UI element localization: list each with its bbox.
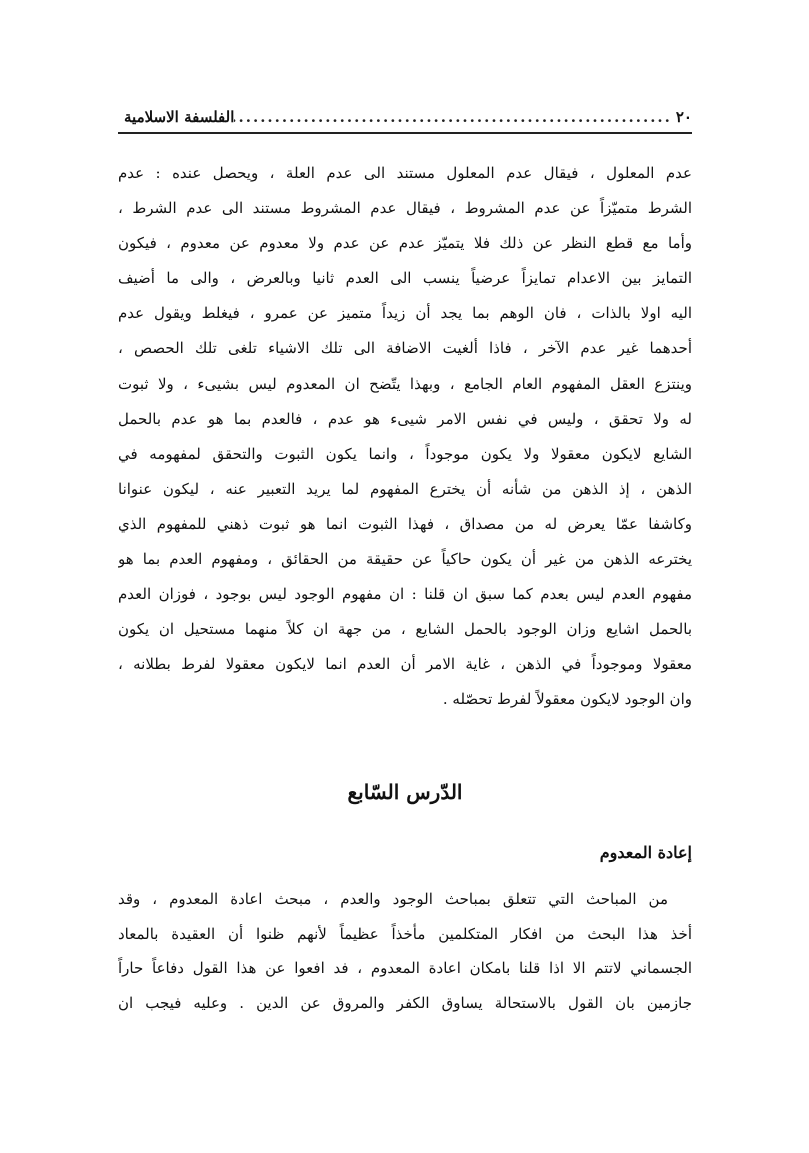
lesson-heading: الدّرس السّابع bbox=[347, 780, 463, 804]
text-line: الجسماني لاتتم الا اذا قلنا بامكان اعادة المعدوم ، فد افعوا عن هذا القول دفاعاً حاراً bbox=[118, 959, 692, 977]
text-line: الذهن ، إذ الذهن من شأنه أن يخترع المفهوم لما يريد التعبير عنه ، ليكون عنوانا bbox=[118, 479, 692, 498]
text-line: وأما مع قطع النظر عن ذلك فلا يتميّز عدم عن عدم ولا معدوم عن معدوم ، فيكون bbox=[118, 234, 692, 253]
paragraph-2 bbox=[118, 882, 692, 1020]
text-line: جازمين بان القول بالاستحالة يساوق الكفر والمروق عن الدين . وعليه فيجب ان bbox=[118, 993, 692, 1012]
section-heading: إعادة المعدوم bbox=[599, 843, 692, 862]
text-line: وان الوجود لايكون معقولاً لفرط تحصّله . bbox=[442, 690, 692, 709]
text-line: بالحمل اشايع وزان الوجود بالحمل الشايع ، من جهة ان كلاً منهما مستحيل ان يكون bbox=[118, 620, 692, 639]
text-line: عدم المعلول ، فيقال عدم المعلول مستند الى عدم العلة ، ويحصل عنده : عدم bbox=[118, 164, 692, 182]
text-line: من المباحث التي تتعلق بمباحث الوجود والعدم ، مبحث اعادة المعدوم ، وقد bbox=[118, 890, 668, 908]
text-line: مفهوم العدم ليس بعدم كما سبق ان قلنا : ان مفهوم الوجود ليس بوجود ، فوزان العدم bbox=[118, 585, 692, 604]
text-line: له ولا تحقق ، وليس في نفس الامر شيىء هو عدم ، فالعدم بما هو عدم بالحمل bbox=[118, 409, 692, 428]
text-line: الشايع لايكون معقولا ولا يكون موجوداً ، وانما يكون الثبوت والتحقق لمفهومه في bbox=[118, 444, 692, 463]
text-line: معقولا وموجوداً في الذهن ، غاية الامر أن العدم انما لايكون معقولا لفرط بطلانه ، bbox=[118, 655, 692, 674]
text-line: الشرط متميّزاً عن عدم المشروط ، فيقال عدم المشروط مستند الى عدم الشرط ، bbox=[118, 199, 692, 218]
text-line: وينتزع العقل المفهوم العام الجامع ، وبهذا يتّضح ان المعدوم ليس بشيىء ، ولا ثبوت bbox=[118, 374, 692, 393]
text-line: وكاشفا عمّا يعرض له من مصداق ، فهذا الثبوت انما هو ثبوت ذهني للمفهوم الذي bbox=[118, 514, 692, 533]
header-rule bbox=[118, 132, 692, 134]
page-number: ٢٠ bbox=[675, 108, 692, 126]
page-header bbox=[118, 102, 692, 132]
text-line: التمايز بين الاعدام تمايزاً عرضياً ينسب الى العدم ثانيا وبالعرض ، والى ما أضيف bbox=[118, 269, 692, 288]
text-line: أخذ هذا البحث من افكار المتكلمين مأخذاً عظيماً لأنهم ظنوا أن العقيدة بالمعاد bbox=[118, 924, 692, 943]
running-title: الفلسفة الاسلامية bbox=[124, 108, 235, 126]
leader-dots bbox=[234, 108, 672, 126]
text-line: يخترعه الذهن من غير أن يكون حاكياً عن حقيقة من الحقائق ، ومفهوم العدم بما هو bbox=[118, 550, 692, 569]
text-line: أحدهما غير عدم الآخر ، فاذا ألغيت الاضافة الى تلك الاشياء تلغى تلك الحصص ، bbox=[118, 339, 692, 358]
paragraph-1 bbox=[118, 156, 692, 718]
text-line: اليه اولا بالذات ، فان الوهم بما يجد أن زيداً متميز عن عمرو ، فيغلط ويقول عدم bbox=[118, 304, 692, 323]
